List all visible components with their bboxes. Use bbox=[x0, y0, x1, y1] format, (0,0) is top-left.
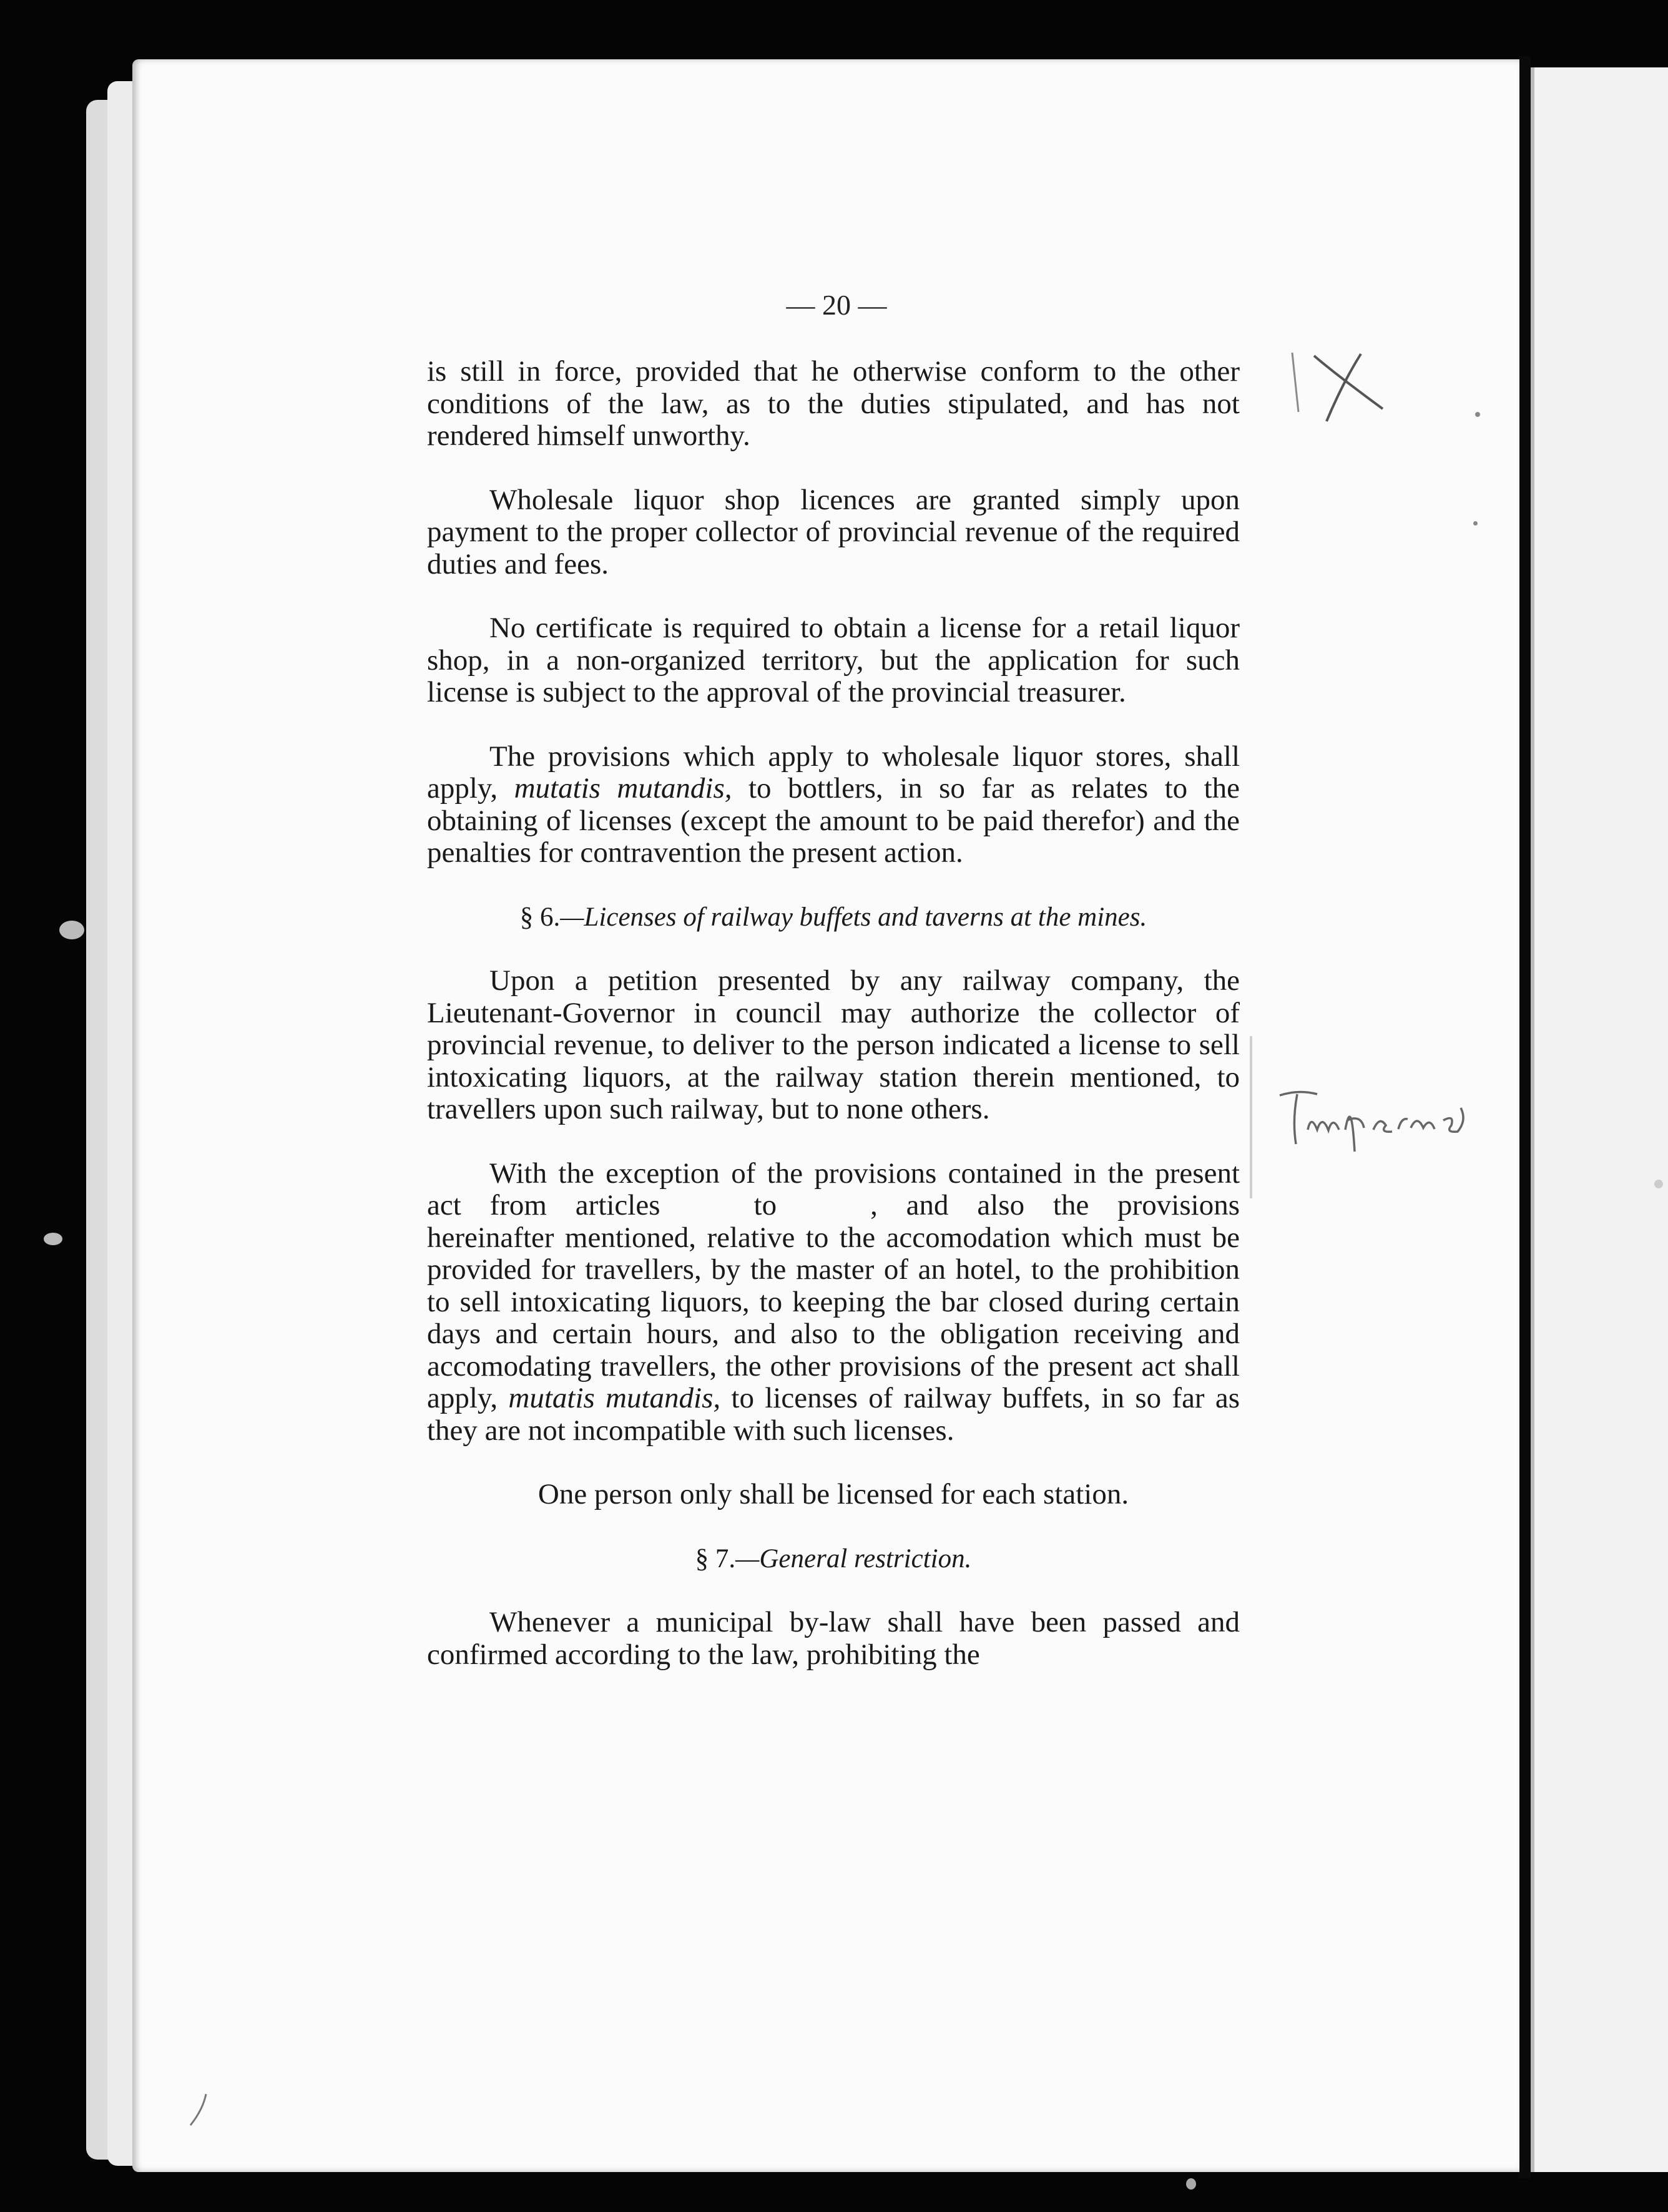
paragraph-1: is still in force, provided that he otherwise conform to the other conditions of the law, as to the duties stipulated, and has not rendered himself unworthy. bbox=[427, 355, 1240, 452]
paragraph-6-italic: mutatis mutandis, bbox=[508, 1382, 721, 1414]
handwritten-x-mark bbox=[1267, 340, 1392, 434]
body-text bbox=[427, 356, 1240, 1703]
paragraph-2: Wholesale liquor shop licences are granted simply upon payment to the proper collector of provincial revenue of the required duties and fees. bbox=[427, 483, 1240, 580]
paragraph-3: No certificate is required to obtain a license for a retail liquor shop, in a non-organized territory, but the application for such license is subject to the approval of the provincial treasurer. bbox=[427, 612, 1240, 708]
corner-pencil-mark bbox=[187, 2091, 225, 2128]
paragraph-4 bbox=[427, 741, 1240, 869]
section-7-symbol: § 7. bbox=[695, 1544, 736, 1573]
dust-speck bbox=[1654, 1180, 1663, 1188]
paragraph-4-italic: mutatis mutandis, bbox=[514, 772, 732, 805]
paragraph-7: One person only shall be licensed for each station. bbox=[537, 1478, 1129, 1510]
dust-speck bbox=[59, 921, 84, 939]
page-number: — 20 — bbox=[786, 289, 887, 321]
section-7-heading bbox=[427, 1543, 1240, 1575]
facing-page-edge bbox=[1531, 67, 1668, 2172]
paragraph-6-text-c: to licenses of railway buffets, in so far as they are not incompatible with such licenses. bbox=[427, 1382, 1240, 1447]
paragraph-6-text-b: , and also the provisions hereinafter mentioned, relative to the accomodation which must be provided for travellers, by the master of an hotel, to the prohibition to sell intoxicating liquors, to keeping the bar closed during certain days and certain hours, and also to the obligation receiving and accomodating travellers, the other provisions of the present act shall apply, bbox=[427, 1189, 1240, 1414]
dust-speck bbox=[44, 1233, 62, 1245]
paragraph-5: Upon a petition presented by any railway company, the Lieutenant-Governor in council may authorize the collector of provincial revenue, to deliver to the person indicated a license to sell intoxicating liquors, at the railway station therein mentioned, to travellers upon such railway, but to none others. bbox=[427, 964, 1240, 1125]
paragraph-6-text-a: With the exception of the provisions contained in the present act from articles bbox=[427, 1157, 1240, 1221]
paragraph-8: Whenever a municipal by-law shall have been passed and confirmed according to the law, prohibiting the bbox=[427, 1606, 1240, 1671]
handwritten-margin-word bbox=[1273, 1070, 1479, 1158]
section-6-symbol: § 6. bbox=[519, 902, 561, 932]
paragraph-4-text-b: to bottlers, in so far as relates to the obtaining of licenses (except the amount to be paid therefor) and the penalties for contravention the present action. bbox=[427, 772, 1240, 869]
dust-speck bbox=[1186, 2178, 1196, 2190]
dust-speck bbox=[1475, 412, 1480, 417]
paragraph-4-text-a: The provisions which apply to wholesale liquor stores, shall apply, bbox=[427, 740, 1240, 805]
section-6-title: —Licenses of railway buffets and taverns at the mines. bbox=[560, 902, 1147, 932]
paragraph-6 bbox=[427, 1158, 1240, 1447]
section-7-title: —General restriction. bbox=[735, 1544, 972, 1573]
section-6-heading bbox=[427, 901, 1240, 934]
margin-bracket-line bbox=[1250, 1036, 1252, 1198]
dust-speck bbox=[1473, 521, 1478, 526]
paragraph-6-to: to bbox=[753, 1189, 777, 1221]
book-gutter bbox=[1519, 56, 1531, 2178]
